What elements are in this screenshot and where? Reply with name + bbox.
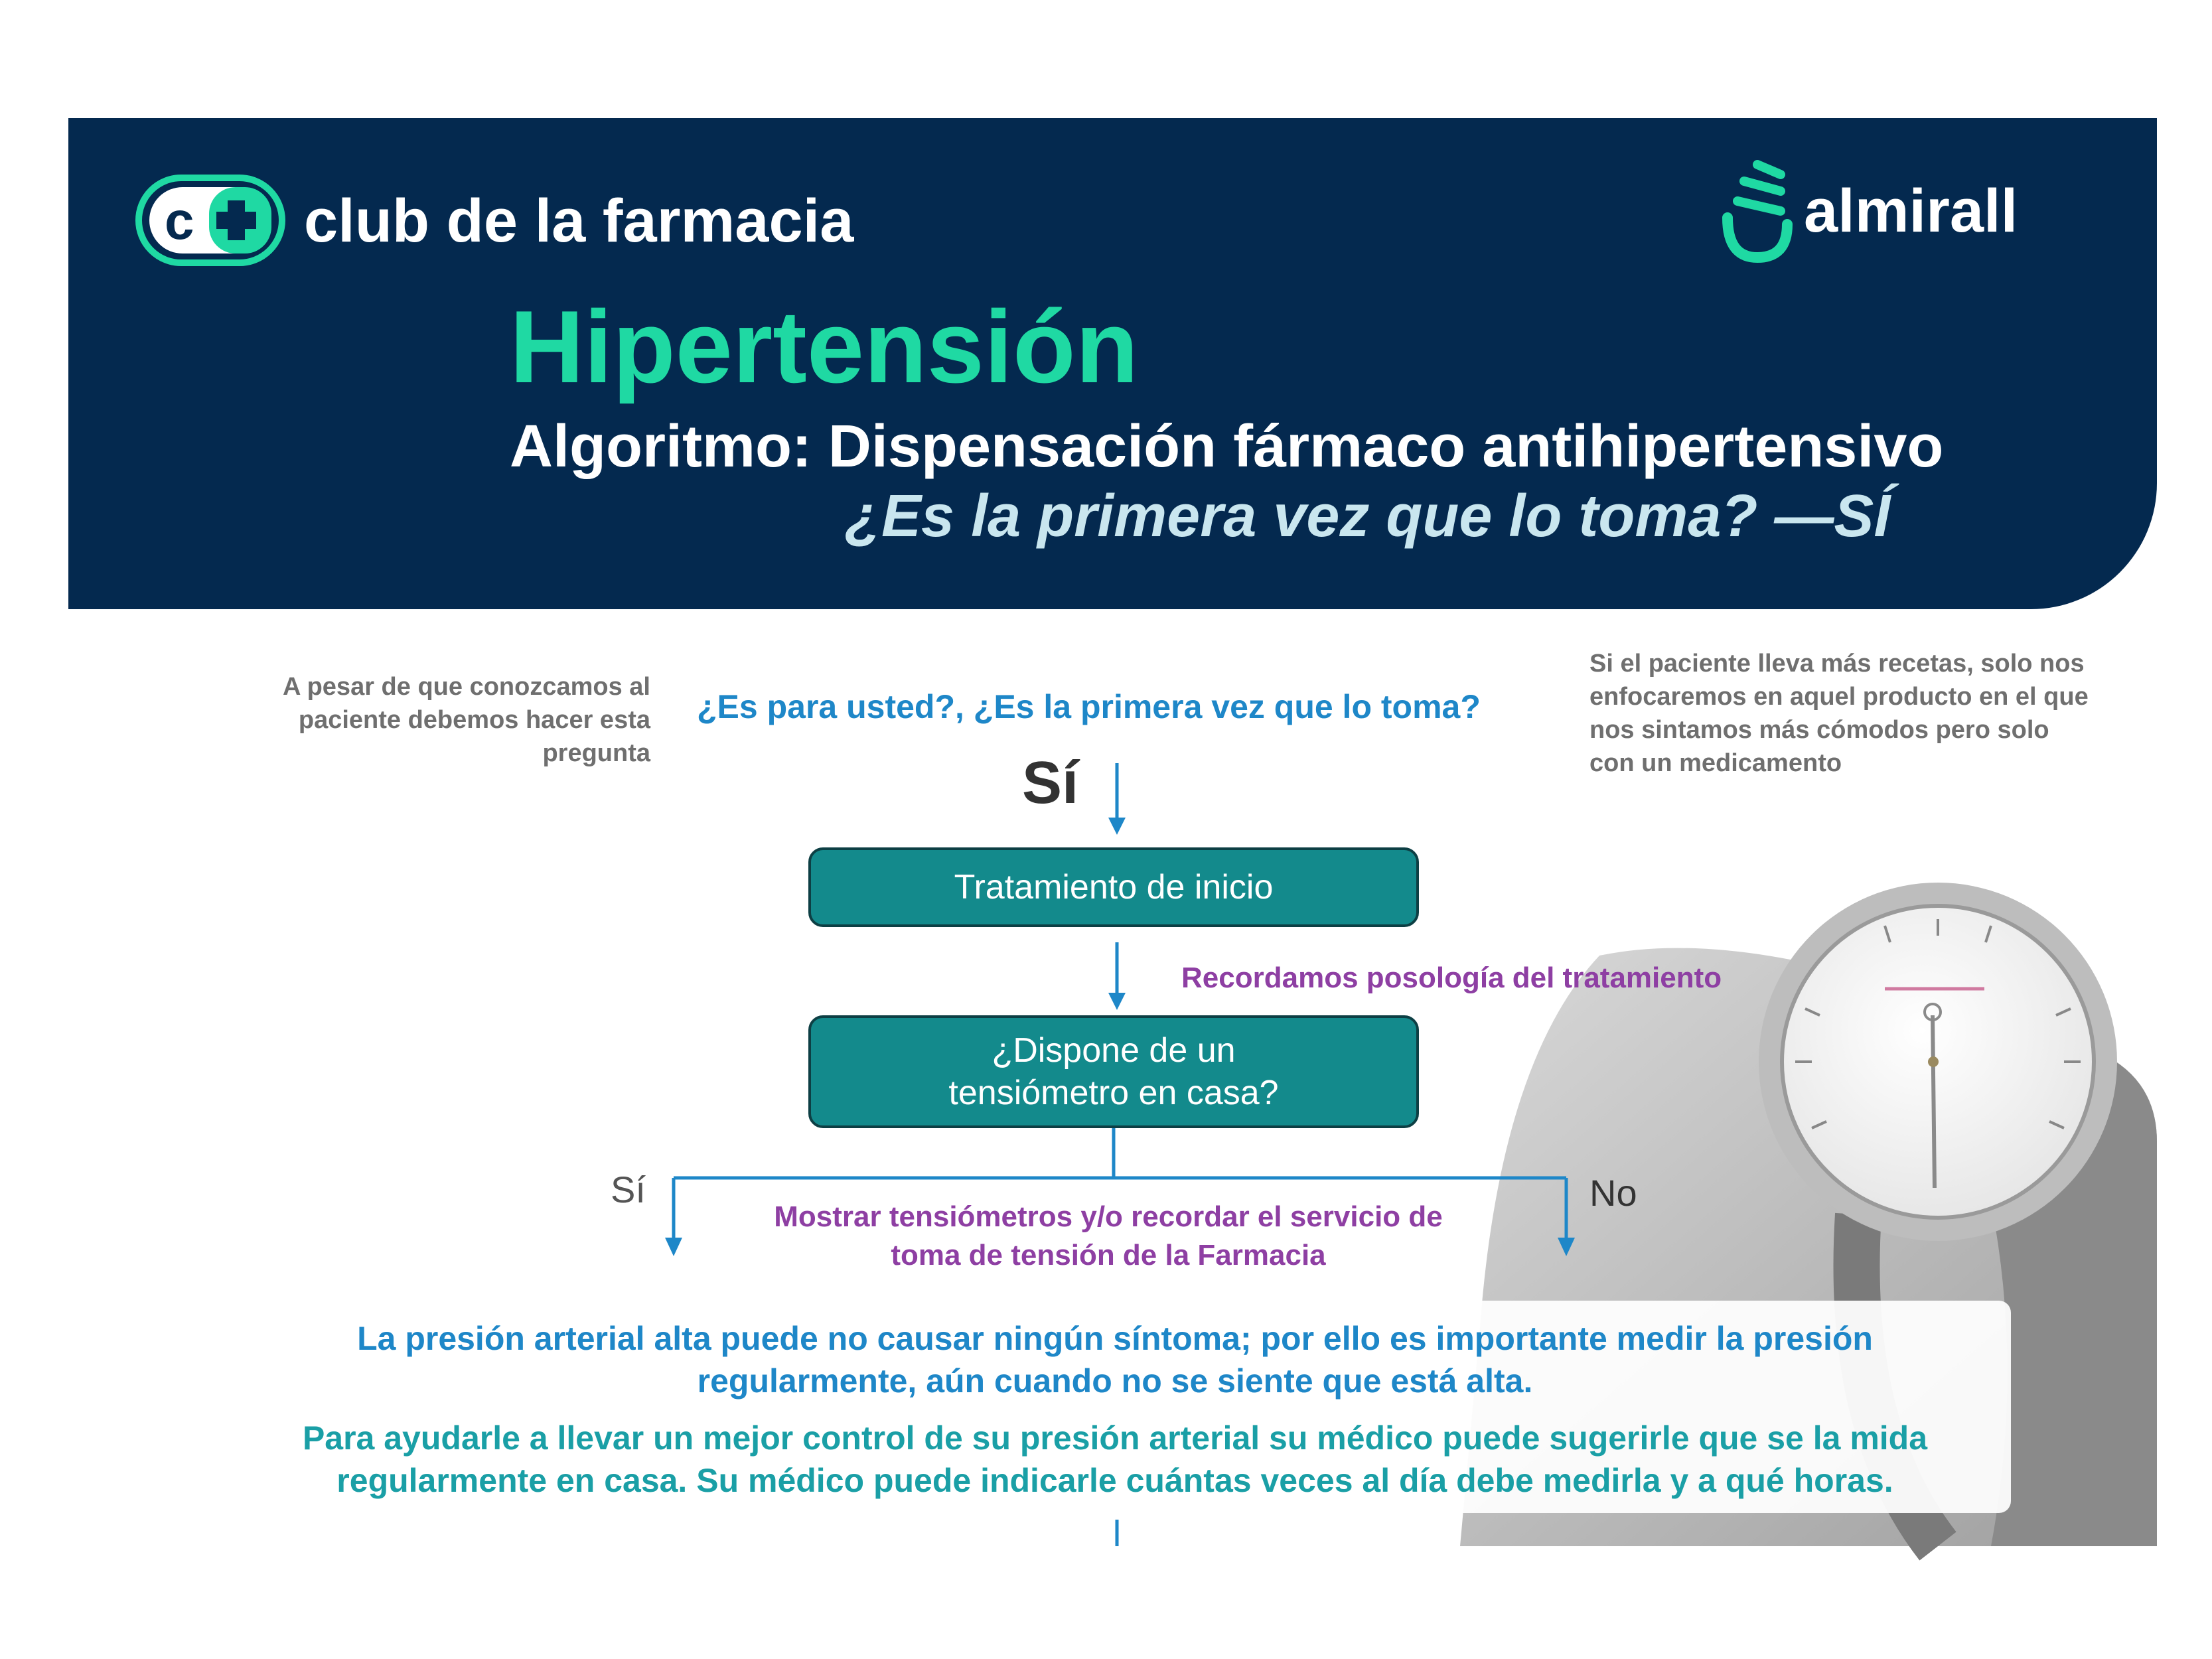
branch-yes-label: Sí — [611, 1169, 646, 1210]
info-text-1-content: La presión arterial alta puede no causar ningún síntoma; por ello es importante medir la presión regularmente, aún cuando no se siente que está alta. — [357, 1320, 1873, 1400]
page-subtitle: Algoritmo: Dispensación fármaco antihipertensivo — [510, 413, 1944, 480]
almirall-logo-text: almirall — [1804, 177, 2018, 245]
page-title: Hipertensión — [510, 289, 1139, 404]
note-left: A pesar de que conozcamos al paciente debemos hacer esta pregunta — [283, 673, 650, 767]
note-show-tensiometers — [664, 1198, 1553, 1275]
info-text-2-content: Para ayudarle a llevar un mejor control de su presión arterial su médico puede sugerirle que se la mida regularmente en casa. Su médico puede indicarle cuántas veces al día debe medirla y a qué horas. — [302, 1419, 1928, 1499]
flow-question: ¿Es para usted?, ¿Es la primera vez que lo toma? — [697, 688, 1481, 725]
info-text-1 — [219, 1317, 2011, 1402]
svg-text:c: c — [165, 191, 194, 250]
note-posology: Recordamos posología del tratamiento — [1181, 962, 1722, 994]
info-text-2 — [219, 1417, 2011, 1502]
box-tensiometro-label: ¿Dispone de un tensiómetro en casa? — [948, 1031, 1279, 1112]
page-question: ¿Es la primera vez que lo toma? —SÍ — [845, 483, 1891, 549]
box-tratamiento-inicio-label: Tratamiento de inicio — [954, 868, 1274, 906]
note-right: Si el paciente lleva más recetas, solo nos enfocaremos en aquel producto en el que nos sintamos más cómodos pero solo con un medicamento — [1589, 650, 2089, 777]
box-tensiometro — [808, 1015, 1419, 1128]
box-tratamiento-inicio — [808, 847, 1419, 927]
flow-answer-yes: Sí — [1022, 750, 1079, 816]
club-logo-text: club de la farmacia — [304, 187, 854, 255]
note-show-tensiometers-text: Mostrar tensiómetros y/o recordar el servicio de toma de tensión de la Farmacia — [774, 1200, 1443, 1271]
branch-no-label: No — [1589, 1172, 1637, 1214]
